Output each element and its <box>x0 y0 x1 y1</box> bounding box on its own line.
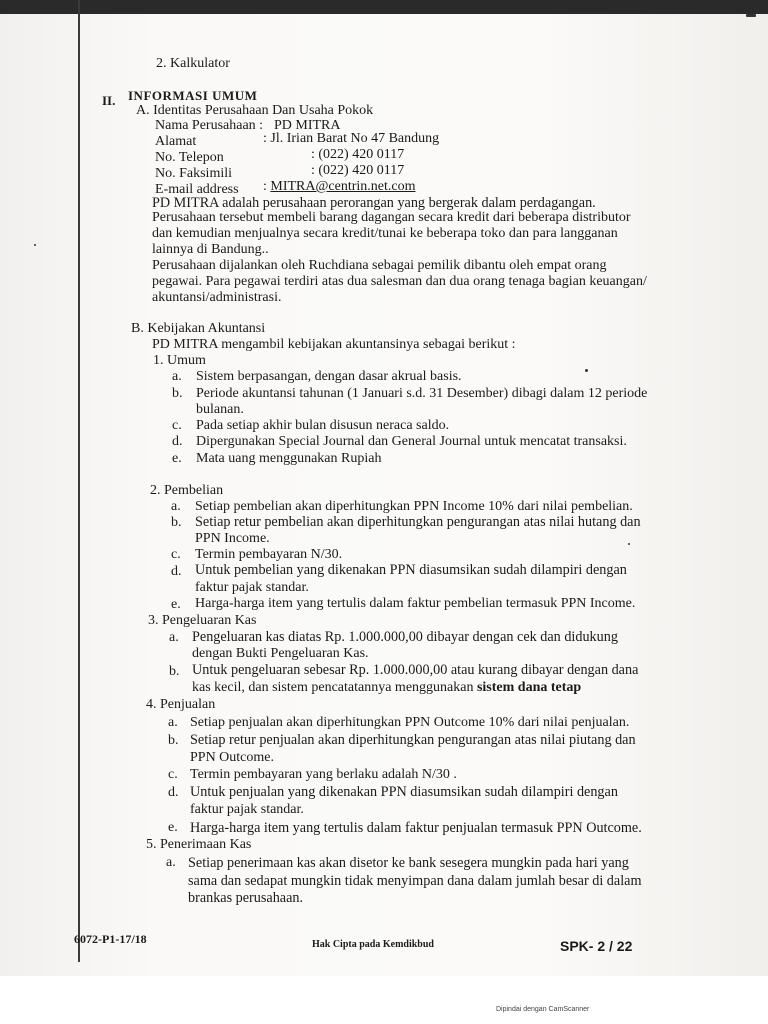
scan-speck <box>34 244 36 246</box>
policy-heading-penjualan: 4. Penjualan <box>146 697 216 712</box>
list-item: Setiap penerimaan kas akan disetor ke bank sesegera mungkin pada hari yang <box>188 855 629 871</box>
list-item: brankas perusahaan. <box>188 890 304 906</box>
page-count: 2 / 22 <box>597 938 633 954</box>
list-item: Untuk pengeluaran sebesar Rp. 1.000.000,00 atau kurang dibayar dengan dana <box>192 662 639 678</box>
emphasis-text: sistem dana tetap <box>476 680 582 695</box>
list-marker: a. <box>172 369 182 384</box>
list-item: Periode akuntansi tahunan (1 Januari s.d. 31 Desember) dibagi dalam 12 periode <box>196 386 648 401</box>
list-item: Setiap penjualan akan diperhitungkan PPN Outcome 10% dari nilai penjualan. <box>190 715 630 730</box>
scan-speck <box>628 543 630 545</box>
list-marker: a. <box>171 499 181 514</box>
list-marker: e. <box>168 820 178 835</box>
list-item: faktur pajak standar. <box>190 802 304 817</box>
list-marker: c. <box>171 547 181 562</box>
page-number <box>560 938 632 954</box>
paragraph-line: Perusahaan dijalankan oleh Ruchdiana sebagai pemilik dibantu oleh empat orang <box>152 258 607 273</box>
paragraph-line: pegawai. Para pegawai terdiri atas dua salesman dan dua orang tenaga bagian keuangan/ <box>152 274 647 289</box>
company-name-value: PD MITRA <box>274 118 341 133</box>
list-marker: b. <box>168 733 179 748</box>
scan-speck <box>746 14 756 17</box>
telephone-value: : (022) 420 0117 <box>311 147 405 162</box>
subsection-a-heading: A. Identitas Perusahaan Dan Usaha Pokok <box>136 103 374 118</box>
company-name-label: Nama Perusahaan : <box>155 118 264 133</box>
copyright-note: Hak Cipta pada Kemdikbud <box>312 939 434 950</box>
email-line <box>263 179 415 195</box>
paragraph-line: Perusahaan tersebut membeli barang dagangan secara kredit dari beberapa distributor <box>152 210 631 225</box>
subsection-b-intro: PD MITRA mengambil kebijakan akuntansinya sebagai berikut : <box>152 337 516 352</box>
document-code: 6072-P1-17/18 <box>74 932 147 946</box>
scanner-footer <box>0 976 768 1024</box>
list-item: Dipergunakan Special Journal dan General Journal untuk mencatat transaksi. <box>196 434 627 449</box>
list-marker: b. <box>172 386 183 401</box>
email-link[interactable]: MITRA@centrin.net.com <box>270 179 416 194</box>
list-marker: e. <box>172 451 182 466</box>
list-item: Setiap retur penjualan akan diperhitungkan pengurangan atas nilai piutang dan <box>190 732 636 748</box>
list-item: dengan Bukti Pengeluaran Kas. <box>192 646 369 661</box>
address-value: : Jl. Irian Barat No 47 Bandung <box>263 131 440 146</box>
list-marker: b. <box>171 515 182 530</box>
list-marker: a. <box>169 630 179 645</box>
scan-speck <box>585 369 588 372</box>
paragraph-line: dan kemudian menjualnya secara kredit/tunai ke beberapa toko dan para langganan <box>152 226 618 241</box>
list-item: Harga-harga item yang tertulis dalam faktur penjualan termasuk PPN Outcome. <box>190 820 642 836</box>
list-item: PPN Outcome. <box>190 750 274 765</box>
policy-heading-pembelian: 2. Pembelian <box>150 483 224 498</box>
email-prefix: : <box>263 179 271 194</box>
fax-label: No. Faksimili <box>155 166 233 181</box>
list-item: Pada setiap akhir bulan disusun neraca saldo. <box>196 418 450 433</box>
scanner-watermark: Dipindai dengan CamScanner <box>496 1006 590 1013</box>
list-marker: b. <box>169 664 180 679</box>
policy-heading-penerimaan-kas: 5. Penerimaan Kas <box>146 837 252 852</box>
page-prefix: SPK- <box>560 938 598 954</box>
list-item: Harga-harga item yang tertulis dalam faktur pembelian termasuk PPN Income. <box>195 596 636 611</box>
list-item: Sistem berpasangan, dengan dasar akrual basis. <box>196 369 462 384</box>
list-item-kalkulator: 2. Kalkulator <box>156 56 230 71</box>
list-item: Untuk penjualan yang dikenakan PPN diasumsikan sudah dilampiri dengan <box>190 784 618 800</box>
list-marker: a. <box>168 715 178 730</box>
list-item: Setiap retur pembelian akan diperhitungkan pengurangan atas nilai hutang dan <box>195 514 641 530</box>
list-marker: c. <box>168 767 178 782</box>
list-item: Untuk pembelian yang dikenakan PPN diasumsikan sudah dilampiri dengan <box>195 562 627 578</box>
list-marker: c. <box>172 418 182 433</box>
email-label: E-mail address <box>155 182 239 197</box>
fax-value: : (022) 420 0117 <box>311 163 405 178</box>
paragraph-line: akuntansi/administrasi. <box>152 290 282 305</box>
policy-heading-umum: 1. Umum <box>153 353 206 368</box>
list-item: Termin pembayaran N/30. <box>195 547 343 562</box>
section-title: INFORMASI UMUM <box>128 88 258 103</box>
list-item: Mata uang menggunakan Rupiah <box>196 451 382 466</box>
list-marker: d. <box>168 785 179 800</box>
policy-heading-pengeluaran-kas: 3. Pengeluaran Kas <box>148 613 257 628</box>
list-marker: d. <box>172 434 183 449</box>
list-item: faktur pajak standar. <box>195 580 309 595</box>
list-item <box>192 680 581 696</box>
address-label: Alamat <box>155 134 197 149</box>
list-item: bulanan. <box>196 402 244 417</box>
subsection-b-heading: B. Kebijakan Akuntansi <box>131 321 266 336</box>
paragraph-line: PD MITRA adalah perusahaan perorangan yang bergerak dalam perdagangan. <box>152 195 596 211</box>
margin-line <box>78 0 80 962</box>
telephone-label: No. Telepon <box>155 150 224 165</box>
section-number: II. <box>102 93 116 108</box>
paragraph-line: lainnya di Bandung.. <box>152 242 269 257</box>
list-marker: d. <box>171 564 182 579</box>
list-marker: a. <box>166 855 176 870</box>
list-item-text: kas kecil, dan sistem pencatatannya menggunakan <box>192 680 477 695</box>
list-item: PPN Income. <box>195 531 270 546</box>
list-item: Termin pembayaran yang berlaku adalah N/30 . <box>190 767 457 782</box>
list-item: Pengeluaran kas diatas Rp. 1.000.000,00 dibayar dengan cek dan didukung <box>192 629 618 645</box>
list-marker: e. <box>171 597 181 612</box>
list-item: Setiap pembelian akan diperhitungkan PPN Income 10% dari nilai pembelian. <box>195 499 633 514</box>
list-item: sama dan sedapat mungkin tidak menyimpan dana dalam jumlah besar di dalam <box>188 873 642 889</box>
